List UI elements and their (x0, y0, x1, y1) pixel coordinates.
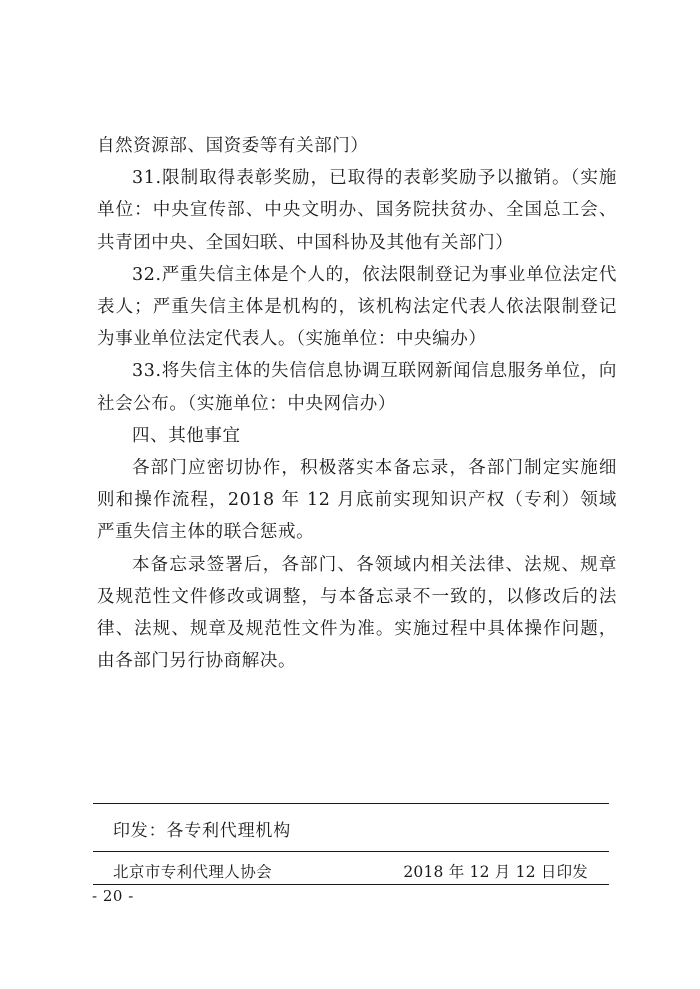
issue-date: 2018 年 12 月 12 日印发 (403, 863, 588, 881)
footer-rule-bottom (93, 884, 609, 885)
paragraph-after-signing: 本备忘录签署后，各部门、各领域内相关法律、法规、规章及规范性文件修改或调整，与本备忘录不一致的，以修改后的法律、法规、规章及规范性文件为准。实施过程中具体操作问题，由各部门另行协商解决。 (97, 554, 617, 672)
footer-rule-middle (93, 851, 609, 852)
distribution-line: 印发：各专利代理机构 (113, 821, 291, 841)
paragraph-cooperation: 各部门应密切协作，积极落实本备忘录，各部门制定实施细则和操作流程，2018 年 12 月底前实现知识产权（专利）领域严重失信主体的联合惩戒。 (97, 458, 617, 543)
issuing-organization: 北京市专利代理人协会 (113, 863, 273, 881)
page-number: - 20 - (92, 887, 134, 905)
paragraph-item-31: 31.限制取得表彰奖励，已取得的表彰奖励予以撤销。（实施单位：中央宣传部、中央文明办、国务院扶贫办、全国总工会、共青团中央、全国妇联、中国科协及其他有关部门） (97, 168, 617, 253)
section-heading: 四、其他事宜 (132, 425, 241, 446)
footer-rule-top (93, 803, 609, 804)
paragraph-item-33: 33.将失信主体的失信信息协调互联网新闻信息服务单位，向社会公布。（实施单位：中央网信办） (97, 361, 617, 414)
paragraph-continuation: 自然资源部、国资委等有关部门） (97, 136, 369, 156)
paragraph-item-32: 32.严重失信主体是个人的，依法限制登记为事业单位法定代表人；严重失信主体是机构的，该机构法定代表人依法限制登记为事业单位法定代表人。（实施单位：中央编办） (97, 264, 617, 350)
body-text (97, 130, 617, 677)
